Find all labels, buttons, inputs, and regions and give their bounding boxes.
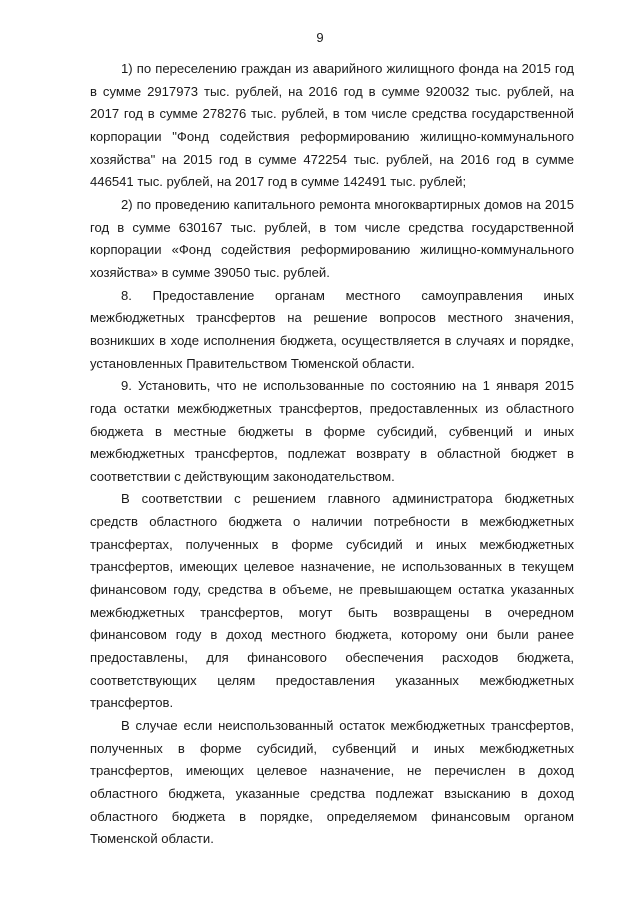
paragraph-recovery: В случае если неиспользованный остаток межбюджетных трансфертов, полученных в форме субсидий, субвенций и иных межбюджетных трансфертов, имеющих целевое назначение, не перечислен в доход областного бюджета, указанные средства подлежат взысканию в доход областного бюджета в порядке, определяемом финансовым органом Тюменской области. [90,718,574,847]
paragraph-item-8: 8. Предоставление органам местного самоуправления иных межбюджетных трансфертов на решение вопросов местного значения, возникших в ходе исполнения бюджета, осуществляется в случаях и порядке, установленных Правительством Тюменской области. [90,287,574,371]
paragraph-resettlement: 1) по переселению граждан из аварийного жилищного фонда на 2015 год в сумме 2917973 тыс. рублей, на 2016 год в сумме 920032 тыс. рублей, на 2017 год в сумме 278276 тыс. рублей, в том числе средства государственной корпорации "Фонд содействия реформированию жилищно-коммунального хозяйства" на 2015 год в сумме 472254 тыс. рублей, на 2016 год в сумме 446541 тыс. рублей, на 2017 год в сумме 142491 тыс. рублей; [90,61,574,190]
paragraph-item-9: 9. Установить, что не использованные по состоянию на 1 января 2015 года остатки межбюджетных трансфертов, предоставленных из областного бюджета в местные бюджеты в форме субсидий, субвенций и иных межбюджетных трансфертов, подлежат возврату в областной бюджет в соответствии с действующим законодательством. [90,378,574,484]
paragraph-return-of-funds: В соответствии с решением главного администратора бюджетных средств областного бюджета о наличии потребности в межбюджетных трансфертах, полученных в форме субсидий и иных межбюджетных трансфертов, имеющих целевое назначение, не использованных в текущем финансовом году, средства в объеме, не превышающем остатка указанных межбюджетных трансфертов, могут быть возвращены в очередном финансовом году в доход местного бюджета, которому они были ранее предоставлены, для финансового обеспечения расходов бюджета, соответствующих целям предоставления указанных межбюджетных трансфертов. [90,491,574,711]
page-number: 9 [316,30,324,45]
document-body [90,58,574,851]
paragraph-capital-repair: 2) по проведению капитального ремонта многоквартирных домов на 2015 год в сумме 630167 тыс. рублей, в том числе средства государственной корпорации «Фонд содействия реформированию жилищно-коммунального хозяйства» в сумме 39050 тыс. рублей. [90,196,574,280]
